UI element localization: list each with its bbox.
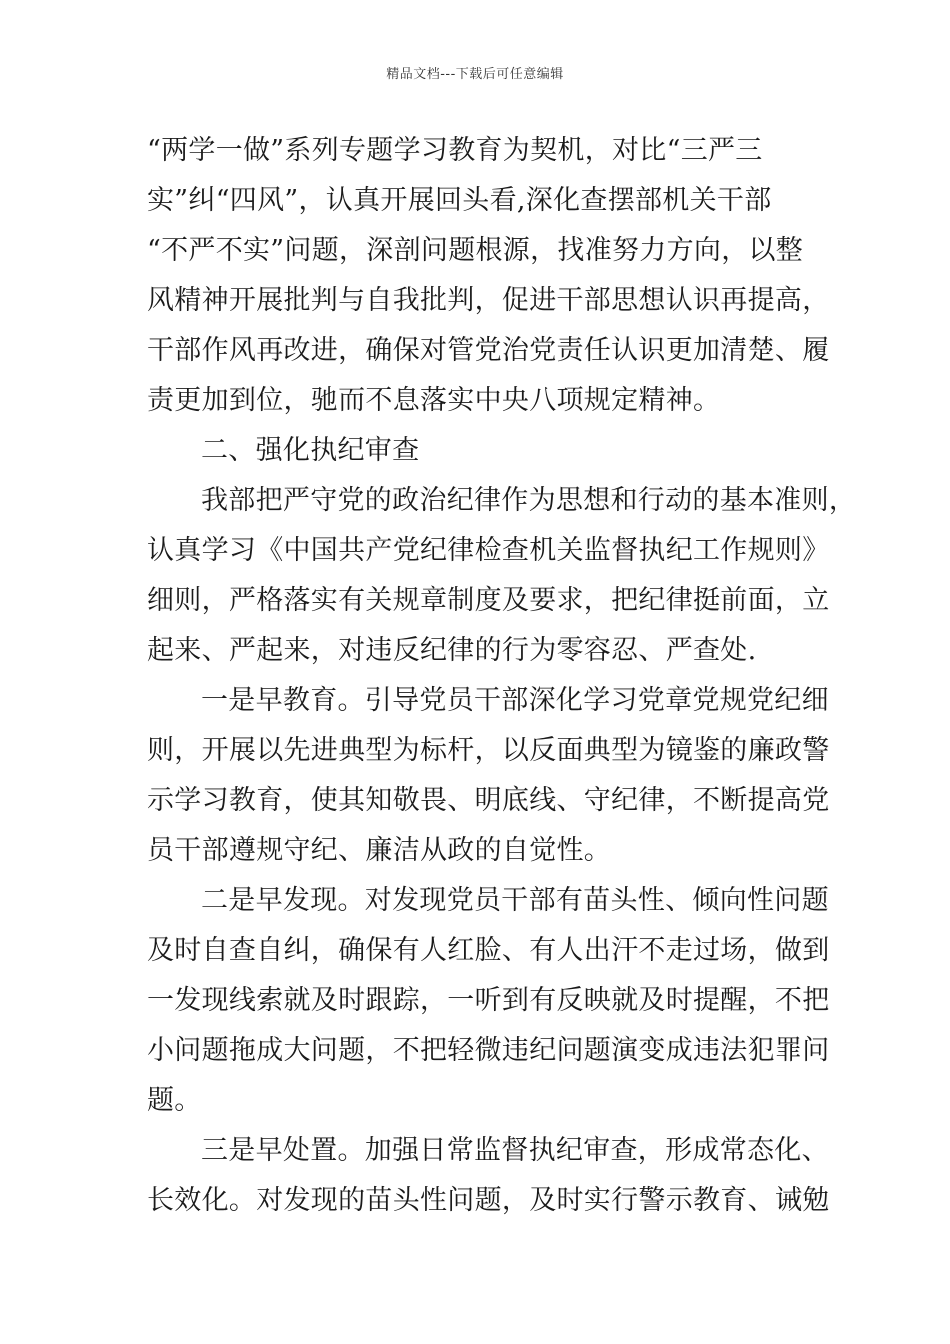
- text-line: 风精神开展批判与自我批判，促进干部思想认识再提高，: [147, 285, 830, 316]
- page-header: 精品文档---下载后可任意编辑: [386, 67, 564, 82]
- text-line: 我部把严守党的政治纪律作为思想和行动的基本准则，: [201, 485, 857, 516]
- text-line: 细则，严格落实有关规章制度及要求，把纪律挺前面，立: [147, 585, 830, 616]
- text-line: “两学一做”系列专题学习教育为契机，对比“三严三: [147, 135, 763, 166]
- text-line: 及时自查自纠，确保有人红脸、有人出汗不走过场，做到: [147, 935, 830, 966]
- text-line: 则，开展以先进典型为标杆，以反面典型为镜鉴的廉政警: [147, 735, 830, 766]
- text-line: 题。: [147, 1085, 202, 1116]
- text-line: 实”纠“四风”，认真开展回头看,深化查摆部机关干部: [147, 185, 772, 216]
- text-line: 长效化。对发现的苗头性问题，及时实行警示教育、诫勉: [147, 1185, 830, 1216]
- text-line: 一发现线索就及时跟踪，一听到有反映就及时提醒，不把: [147, 985, 830, 1016]
- text-line: 起来、严起来，对违反纪律的行为零容忍、严查处.: [147, 635, 757, 666]
- text-line: 三是早处置。加强日常监督执纪审查，形成常态化、: [201, 1135, 829, 1166]
- text-line: 员干部遵规守纪、廉洁从政的自觉性。: [147, 835, 612, 866]
- text-line: 干部作风再改进，确保对管党治党责任认识更加清楚、履: [147, 335, 830, 366]
- section-heading: 二、强化执纪审查: [201, 435, 420, 466]
- text-line: 认真学习《中国共产党纪律检查机关监督执纪工作规则》: [147, 535, 830, 566]
- text-line: 示学习教育，使其知敬畏、明底线、守纪律，不断提高党: [147, 785, 830, 816]
- text-line: 一是早教育。引导党员干部深化学习党章党规党纪细: [201, 685, 829, 716]
- text-line: 责更加到位，驰而不息落实中央八项规定精神。: [147, 385, 721, 416]
- text-line: 小问题拖成大问题，不把轻微违纪问题演变成违法犯罪问: [147, 1035, 830, 1066]
- text-line: “不严不实”问题，深剖问题根源，找准努力方向，以整: [147, 235, 804, 266]
- text-line: 二是早发现。对发现党员干部有苗头性、倾向性问题: [201, 885, 829, 916]
